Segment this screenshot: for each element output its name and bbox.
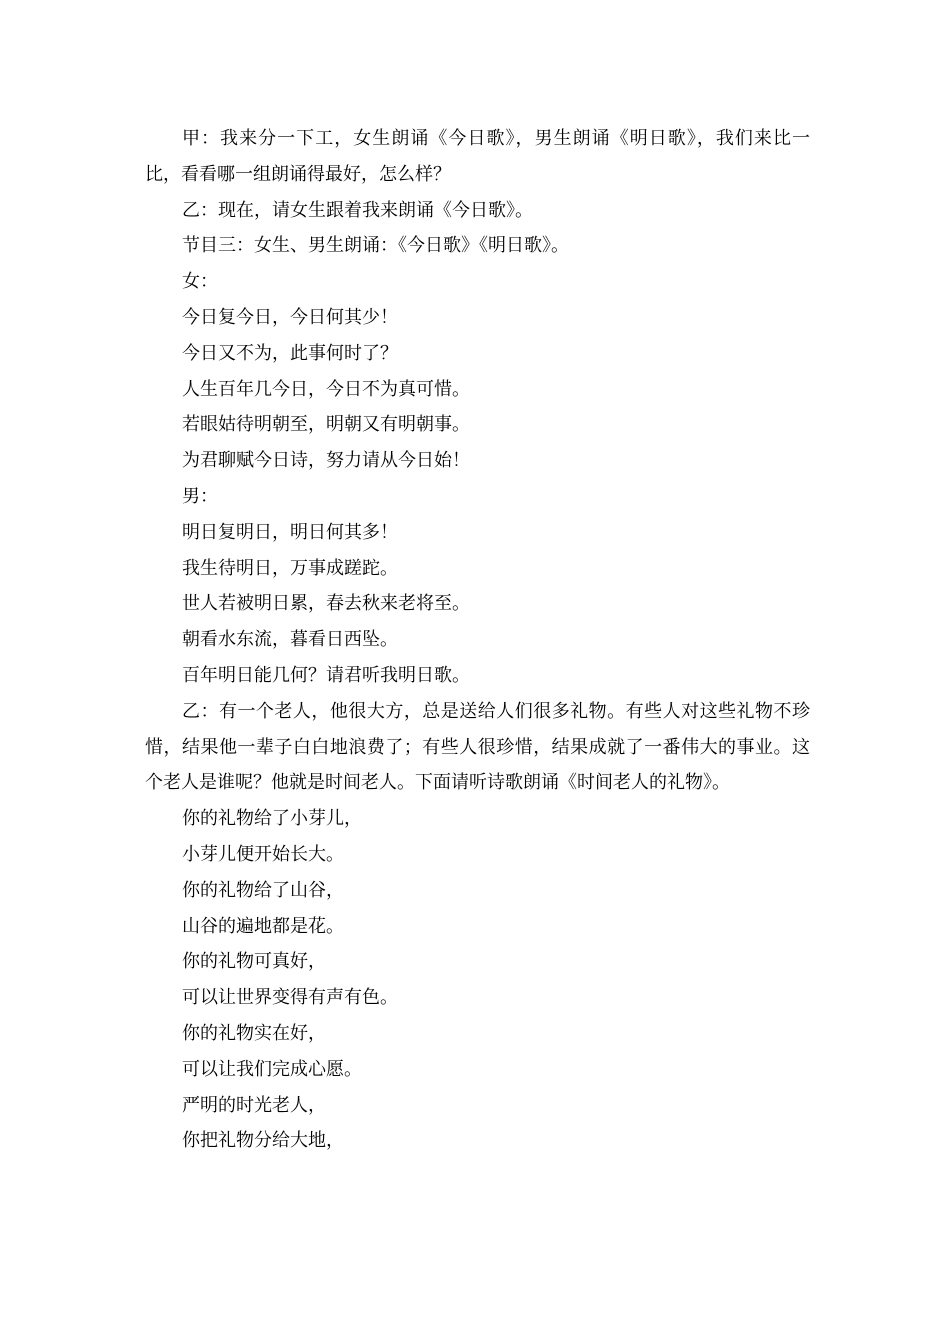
paragraph-program-three: 节目三：女生、男生朗诵：《今日歌》《明日歌》。 (182, 235, 569, 257)
poem-line: 百年明日能几何？请君听我明日歌。 (182, 664, 470, 686)
poem-line: 你的礼物实在好， (182, 1022, 326, 1044)
poem-line: 你的礼物给了小芽儿， (182, 808, 362, 830)
poem-line: 你的礼物给了山谷， (182, 879, 344, 901)
poem-line: 小芽儿便开始长大。 (182, 843, 344, 865)
poem-line: 今日又不为，此事何时了？ (182, 342, 398, 364)
paragraph-male-speaker: 男： (182, 485, 218, 507)
paragraph-female-speaker: 女： (182, 271, 218, 293)
poem-line: 可以让世界变得有声有色。 (182, 987, 398, 1009)
paragraph-time-old-man: 乙：有一个老人，他很大方，总是送给人们很多礼物。有些人对这些礼物不珍惜，结果他一辈子白白地浪费了；有些人很珍惜，结果成就了一番伟大的事业。这个老人是谁呢？他就是时间老人。下面请听诗歌朗诵《时间老人的礼物》。 (145, 700, 810, 794)
poem-line: 为君聊赋今日诗，努力请从今日始！ (182, 450, 470, 472)
poem-line: 朝看水东流，暮看日西坠。 (182, 629, 398, 651)
poem-line: 我生待明日，万事成蹉跎。 (182, 557, 398, 579)
paragraph-invite-girls: 乙：现在，请女生跟着我来朗诵《今日歌》。 (182, 199, 533, 221)
poem-line: 你的礼物可真好， (182, 951, 326, 973)
poem-line: 若眼姑待明朝至，明朝又有明朝事。 (182, 414, 470, 436)
poem-line: 今日复今日，今日何其少！ (182, 306, 398, 328)
poem-line: 严明的时光老人， (182, 1094, 326, 1116)
poem-line: 明日复明日，明日何其多！ (182, 521, 398, 543)
poem-line: 可以让我们完成心愿。 (182, 1058, 362, 1080)
poem-line: 世人若被明日累，春去秋来老将至。 (182, 593, 470, 615)
paragraph-intro-division: 甲：我来分一下工，女生朗诵《今日歌》，男生朗诵《明日歌》，我们来比一比，看看哪一组朗诵得最好，怎么样？ (145, 128, 810, 185)
document-body (145, 121, 810, 1159)
poem-line: 山谷的遍地都是花。 (182, 915, 344, 937)
poem-line: 人生百年几今日，今日不为真可惜。 (182, 378, 470, 400)
poem-line: 你把礼物分给大地， (182, 1130, 344, 1152)
